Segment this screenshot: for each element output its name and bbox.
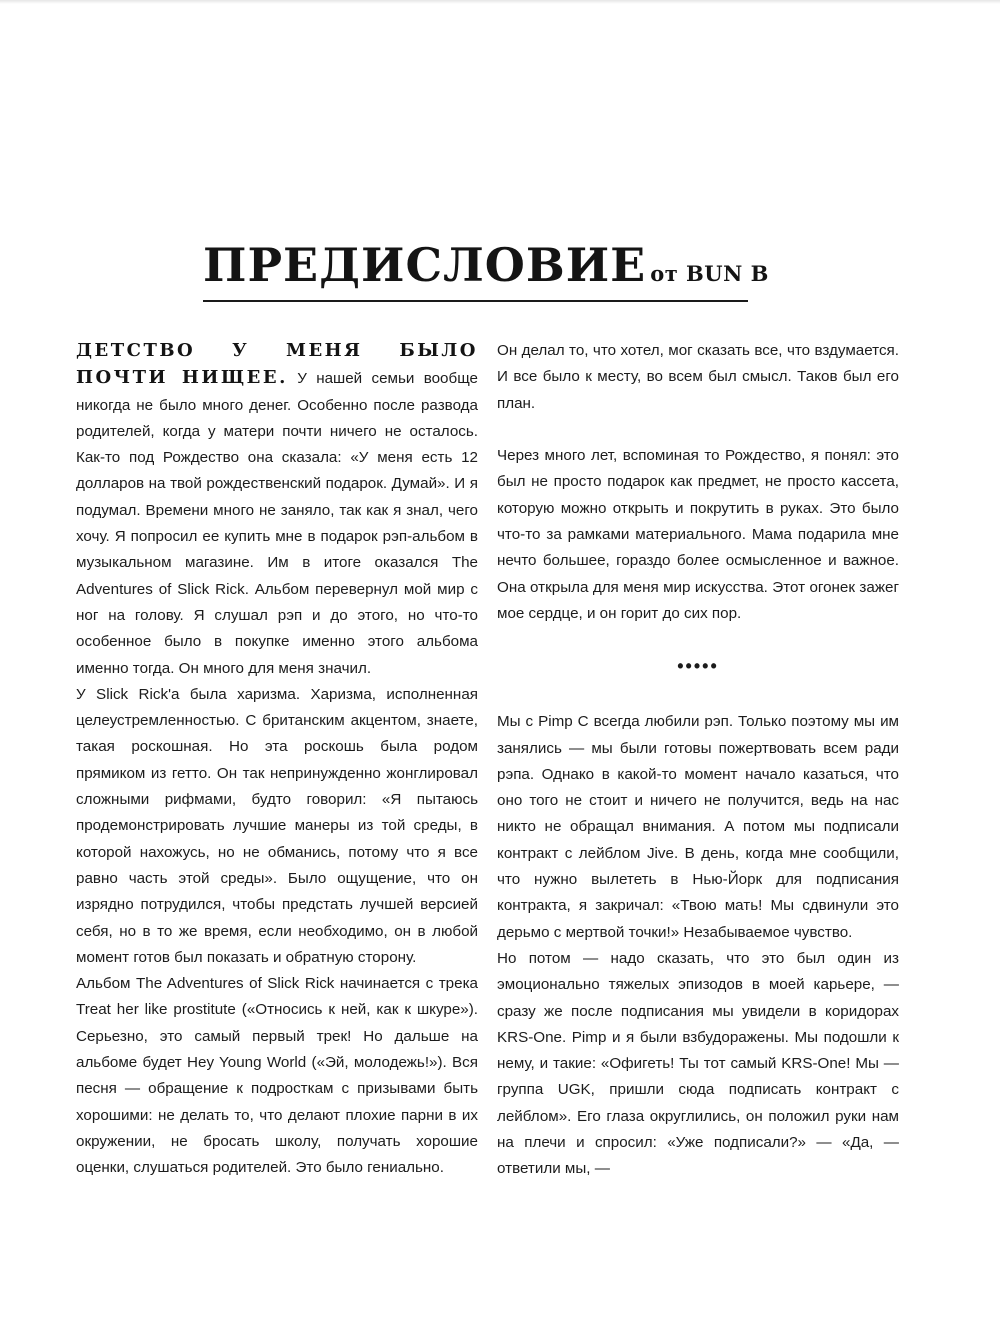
paragraph-text: У нашей семьи вообще никогда не было много денег. Особенно после развода родителей, когда у матери почти ничего не осталось. Как-то под Рождество она сказала: «У меня есть 12 долларов на твой рождественский подарок. Думай». И я подумал. Времени много не заняло, так как я знал, чего хочу. Я попросил ее купить мне в подарок рэп-альбом в музыкальном магазине. Им в итоге оказался The Adventures of Slick Rick. Альбом перевернул мой мир с ног на голову. Я слушал рэп и до этого, но что-то особенное было в покупке именно этого альбома именно тогда. Он много для меня значил. — [76, 370, 478, 677]
right-column — [497, 338, 899, 1183]
paragraph: У Slick Rick'а была харизма. Харизма, исполненная целеустремленностью. С британским акцентом, знаете, такая роскошная. Но эта роскошь была родом прямиком из гетто. Он так непринужденно жонглировал сложными рифмами, будто говорил: «Я пытаюсь продемонстрировать лучшие манеры из той среды, в которой нахожусь, но не обманись, потому что я все равно часть этой среды». Было ощущение, что он изрядно потрудился, чтобы предстать лучшей версией себя, но в то же время, если необходимо, он в любой момент готов был показать и обратную сторону. — [76, 685, 478, 966]
title-underline — [203, 300, 748, 302]
chapter-title-author: от BUN B — [650, 261, 769, 286]
paragraph — [76, 338, 478, 682]
paragraph: Он делал то, что хотел, мог сказать все, что вздумается. И все было к месту, во всем был смысл. Таков был его план. — [497, 342, 899, 412]
paragraph: Но потом — надо сказать, что это был один из эмоционально тяжелых эпизодов в моей карьере, — сразу же после подписания мы увидели в коридорах KRS-One. Pimp и я были взбудоражены. Мы подошли к нему, и такие: «Офигеть! Ты тот самый KRS-One! Мы — группа UGK, пришли сюда подписать контракт с лейблом». Его глаза округлились, он положил руки нам на плечи и спросил: «Уже подписали?» — «Да, — ответили мы, — — [497, 949, 899, 1178]
paragraph: Мы с Pimp C всегда любили рэп. Только поэтому мы им занялись — мы были готовы пожертвовать всем ради рэпа. Однако в какой-то момент начало казаться, что оно того не стоит и ничего не получится, ведь на нас никто не обращал внимания. А потом мы подписали контракт с лейблом Jive. В день, когда мне сообщили, что нужно вылететь в Нью-Йорк для подписания контракта, я закричал: «Твою мать! Мы сдвинули это дерьмо с мертвой точки!» Незабываемое чувство. — [497, 713, 899, 941]
left-column — [76, 338, 478, 1182]
section-separator: ••••• — [677, 656, 719, 677]
lead-in: ДЕТСТВО У МЕНЯ БЫЛО ПОЧТИ НИЩЕЕ. — [76, 340, 478, 389]
chapter-title-main: ПРЕДИСЛОВИЕ — [203, 238, 647, 292]
paragraph: Через много лет, вспоминая то Рождество, я понял: это был не просто подарок как предмет, не просто кассета, которую можно открыть и покрутить в руках. Это было что-то за рамками материального. Мама подарила мне нечто большее, гораздо более осмысленное и важное. Она открыла для меня мир искусства. Этот огонек зажег мое сердце, и он горит до сих пор. — [497, 447, 899, 622]
chapter-title — [203, 238, 769, 292]
paragraph: Альбом The Adventures of Slick Rick начинается с трека Treat her like prostitute («Относись к ней, как к шкуре»). Серьезно, это самый первый трек! Но дальше на альбоме будет Hey Young World («Эй, молодежь!»). Вся песня — обращение к подросткам с призывами быть хорошими: не делать то, что делают плохие парни в их окружении, не бросать школу, получать хорошие оценки, слушаться родителей. Это было гениально. — [76, 975, 478, 1177]
page-top-edge — [0, 0, 1000, 4]
